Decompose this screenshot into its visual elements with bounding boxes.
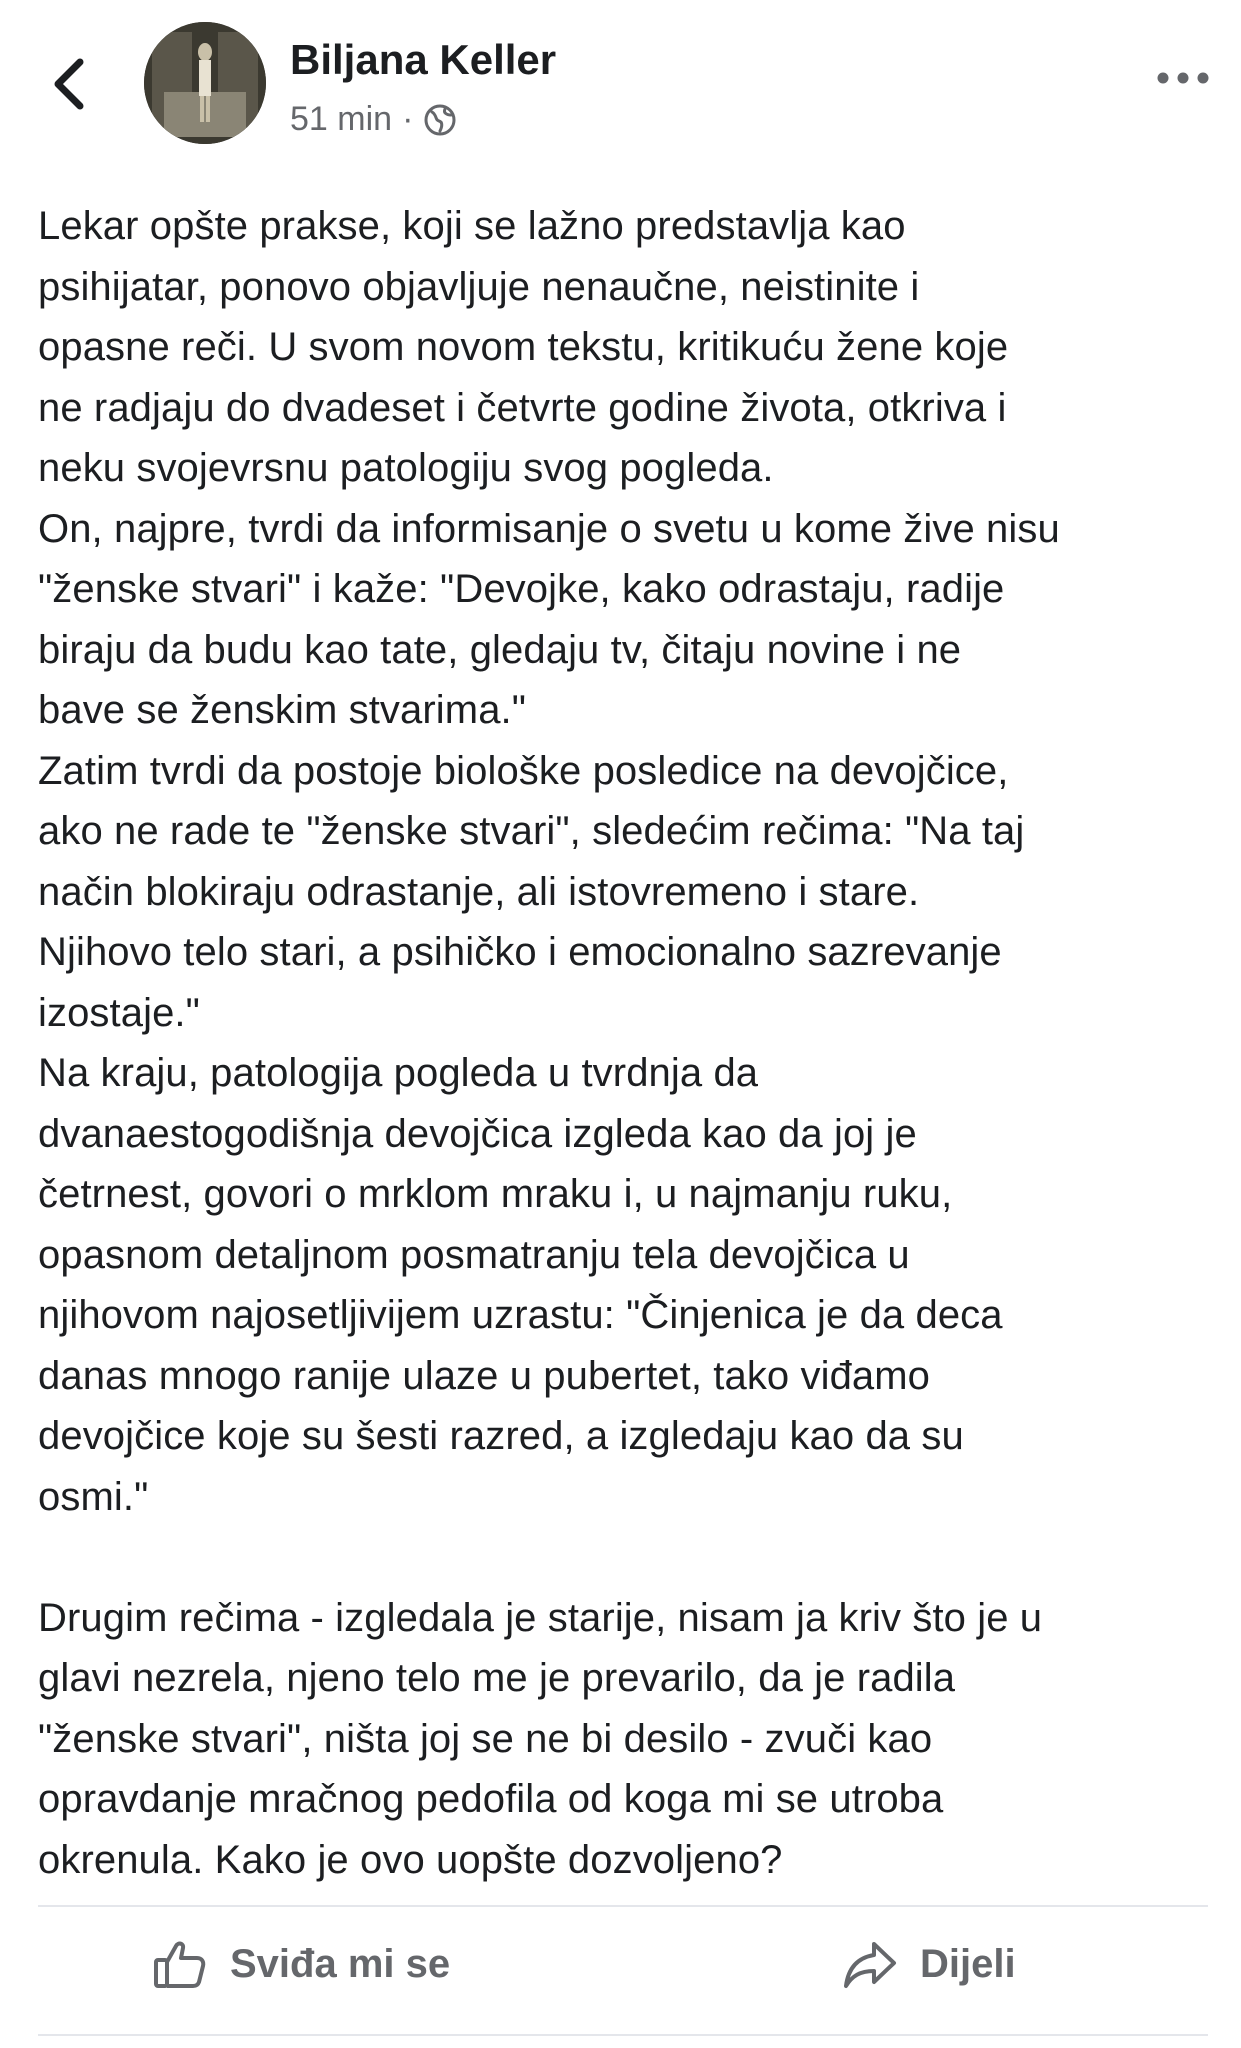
post-text-line: psihijatar, ponovo objavljuje nenaučne, neistinite i [38, 264, 920, 309]
post-text-line: opasnom detaljnom posmatranju tela devojčica u [38, 1232, 910, 1277]
post-text-line: glavi nezrela, njeno telo me je prevarilo, da je radila [38, 1656, 956, 1700]
post-text-line: opasne reči. U svom novom tekstu, kritikuću žene koje [38, 325, 1009, 369]
post-text-line: okrenula. Kako je ovo uopšte dozvoljeno? [38, 1837, 783, 1882]
divider [38, 1905, 1208, 1907]
share-arrow-icon [842, 1936, 898, 1992]
post-text-line: Lekar opšte prakse, koji se lažno predstavlja kao [38, 204, 906, 248]
post-text-line: "ženske stvari" i kaže: "Devojke, kako odrastaju, radije [38, 567, 1005, 611]
post-text-line: Drugim rečima - izgledala je starije, nisam ja kriv što je u [38, 1595, 1043, 1640]
share-label: Dijeli [920, 1941, 1016, 1986]
more-horizontal-icon [1153, 58, 1213, 98]
divider [38, 2034, 1208, 2036]
thumbs-up-icon [152, 1936, 208, 1992]
avatar[interactable] [144, 22, 266, 144]
post-text-line: osmi." [38, 1474, 149, 1519]
post-timestamp[interactable]: 51 min [290, 100, 393, 138]
post-text-line: biraju da budu kao tate, gledaju tv, čitaju novine i ne [38, 627, 962, 672]
chevron-left-icon [44, 52, 100, 116]
like-button[interactable] [152, 1936, 450, 1992]
meta-separator: · [402, 100, 414, 138]
post-text-line: On, najpre, tvrdi da informisanje o svetu u kome žive nisu [38, 506, 1060, 551]
share-button[interactable] [842, 1936, 1016, 1992]
post-text-line: ne radjaju do dvadeset i četvrte godine života, otkriva i [38, 385, 1007, 430]
post-meta [290, 100, 457, 139]
globe-icon [423, 103, 457, 137]
author-name[interactable]: Biljana Keller [290, 36, 557, 83]
post-text-line: izostaje." [38, 990, 200, 1035]
post-text-line: njihovom najosetljivijem uzrastu: "Činjenica je da deca [38, 1293, 1003, 1337]
post-text [38, 196, 1218, 1890]
post-text-line: opravdanje mračnog pedofila od koga mi se utroba [38, 1777, 944, 1821]
post-text-line: neku svojevrsnu patologiju svog pogleda. [38, 446, 774, 490]
blank-line [38, 1527, 1218, 1588]
post-text-line: danas mnogo ranije ulaze u pubertet, tako viđamo [38, 1353, 931, 1398]
more-options-button[interactable] [1153, 58, 1213, 98]
post-text-line: dvanaestogodišnja devojčica izgleda kao da joj je [38, 1111, 917, 1156]
post-text-line: Njihovo telo stari, a psihičko i emocionalno sazrevanje [38, 930, 1002, 974]
post-text-line: Zatim tvrdi da postoje biološke posledice na devojčice, [38, 748, 1009, 793]
post-text-line: Na kraju, patologija pogleda u tvrdnja da [38, 1051, 759, 1095]
post-text-line: način blokiraju odrastanje, ali istovremeno i stare. [38, 869, 920, 914]
avatar-photo [144, 22, 266, 144]
post-text-line: ako ne rade te "ženske stvari", sledećim rečima: "Na taj [38, 809, 1025, 853]
post-text-line: četrnest, govori o mrklom mraku i, u najmanju ruku, [38, 1172, 953, 1216]
post-text-line: devojčice koje su šesti razred, a izgledaju kao da su [38, 1414, 964, 1458]
post-header [0, 0, 1241, 160]
back-button[interactable] [44, 52, 100, 116]
post-actions-bar [0, 1920, 1241, 2020]
post-text-line: bave se ženskim stvarima." [38, 688, 527, 732]
post-text-line: "ženske stvari", ništa joj se ne bi desilo - zvuči kao [38, 1716, 933, 1761]
like-label: Sviđa mi se [230, 1941, 451, 1986]
